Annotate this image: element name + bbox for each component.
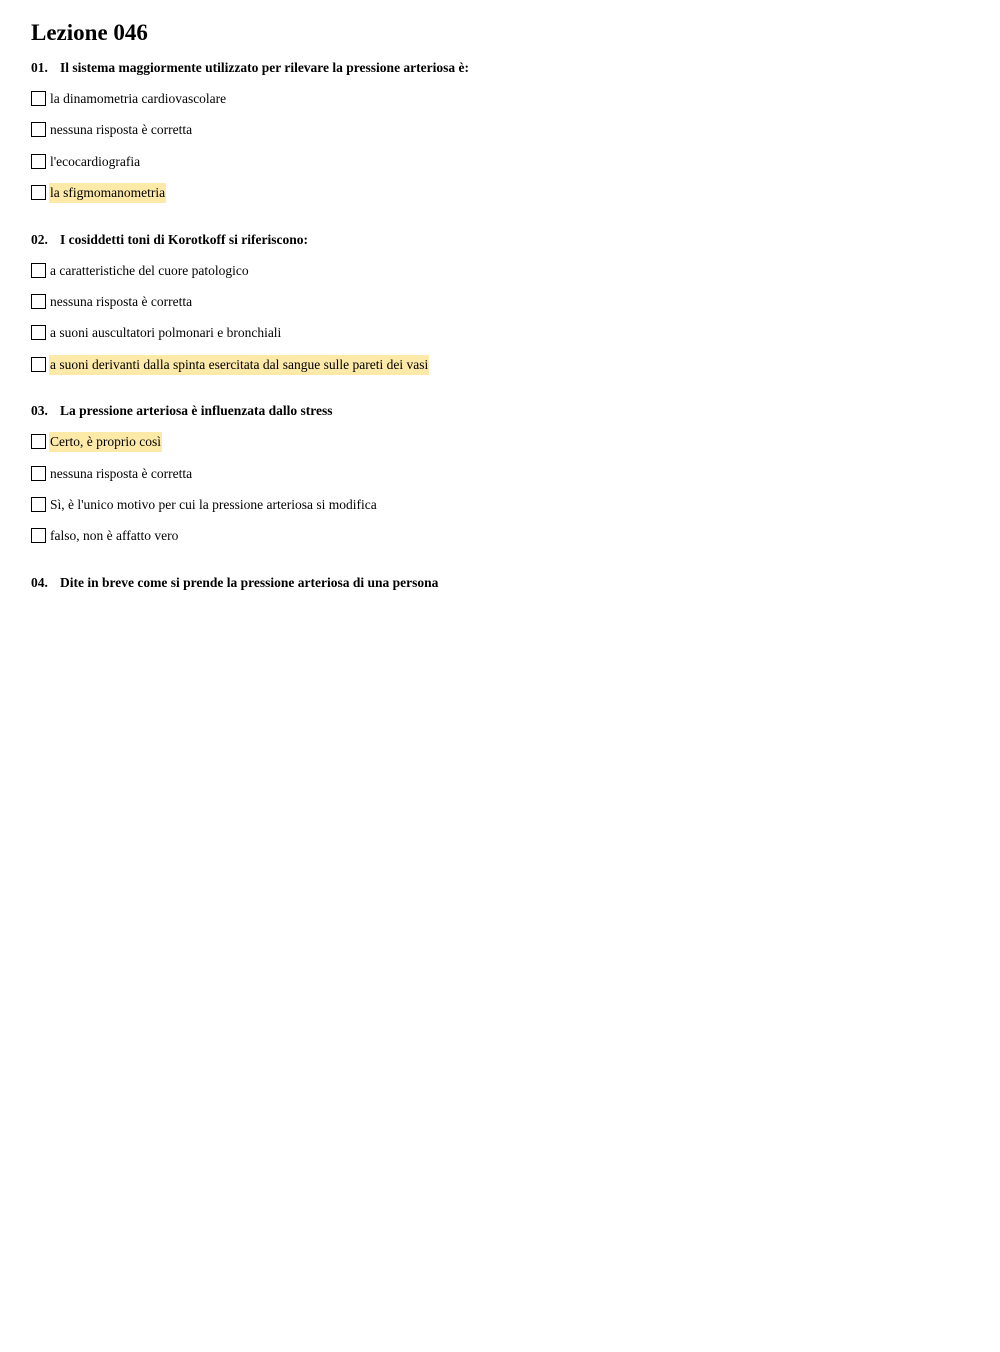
option-text-highlighted: la sfigmomanometria	[49, 183, 166, 203]
checkbox[interactable]	[31, 325, 46, 340]
question-2	[31, 232, 971, 388]
checkbox[interactable]	[31, 122, 46, 137]
checkbox[interactable]	[31, 185, 46, 200]
question-number: 02.	[31, 231, 48, 247]
option-row[interactable]	[31, 121, 971, 152]
option-row[interactable]	[31, 433, 971, 464]
option-row[interactable]	[31, 496, 971, 527]
option-text: a suoni auscultatori polmonari e bronchiali	[50, 325, 282, 341]
question-3	[31, 403, 971, 559]
checkbox[interactable]	[31, 497, 46, 512]
checkbox[interactable]	[31, 154, 46, 169]
checkbox[interactable]	[31, 528, 46, 543]
question-text: Dite in breve come si prende la pressione arteriosa di una persona	[60, 574, 439, 590]
question-4	[31, 575, 971, 591]
checkbox[interactable]	[31, 91, 46, 106]
question-text: I cosiddetti toni di Korotkoff si riferiscono:	[60, 231, 308, 247]
option-text: l'ecocardiografia	[50, 153, 141, 169]
question-heading	[31, 575, 971, 591]
options-list	[31, 433, 971, 559]
question-heading	[31, 60, 971, 76]
question-text: La pressione arteriosa è influenzata dallo stress	[60, 403, 333, 419]
option-text: nessuna risposta è corretta	[50, 465, 193, 481]
option-row[interactable]	[31, 262, 971, 293]
option-text-highlighted: Certo, è proprio così	[49, 432, 162, 452]
lesson-title: Lezione 046	[31, 20, 148, 45]
question-number: 03.	[31, 403, 48, 419]
option-text: nessuna risposta è corretta	[50, 293, 193, 309]
options-list	[31, 90, 971, 216]
checkbox[interactable]	[31, 263, 46, 278]
option-row[interactable]	[31, 293, 971, 324]
option-text: a caratteristiche del cuore patologico	[50, 262, 249, 278]
question-number: 01.	[31, 60, 48, 75]
question-text: Il sistema maggiormente utilizzato per rilevare la pressione arteriosa è:	[60, 60, 470, 75]
option-row[interactable]	[31, 90, 971, 121]
option-row[interactable]	[31, 465, 971, 496]
option-text-highlighted: a suoni derivanti dalla spinta esercitata dal sangue sulle pareti dei vasi	[49, 355, 429, 375]
checkbox[interactable]	[31, 434, 46, 449]
option-text: nessuna risposta è corretta	[50, 122, 193, 138]
option-row[interactable]	[31, 324, 971, 355]
question-1	[31, 60, 971, 216]
question-heading	[31, 232, 971, 248]
document-page	[31, 18, 971, 591]
option-text: falso, non è affatto vero	[50, 528, 179, 544]
option-row[interactable]	[31, 184, 971, 215]
option-row[interactable]	[31, 527, 971, 558]
checkbox[interactable]	[31, 357, 46, 372]
checkbox[interactable]	[31, 466, 46, 481]
options-list	[31, 262, 971, 388]
question-number: 04.	[31, 574, 48, 590]
option-row[interactable]	[31, 153, 971, 184]
option-text: Sì, è l'unico motivo per cui la pressione arteriosa si modifica	[50, 496, 377, 512]
checkbox[interactable]	[31, 294, 46, 309]
option-row[interactable]	[31, 356, 971, 387]
option-text: la dinamometria cardiovascolare	[50, 91, 227, 106]
question-heading	[31, 403, 971, 419]
